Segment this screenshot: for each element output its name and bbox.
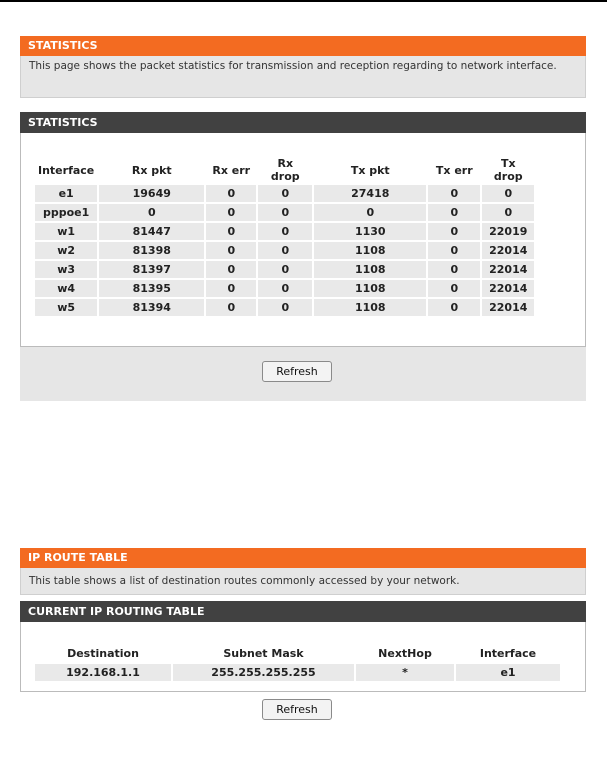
route-button-area (20, 692, 586, 730)
statistics-column-header: Tx err (435, 163, 473, 177)
route-cell: * (356, 664, 454, 681)
statistics-column-header: Rx pkt (131, 163, 172, 177)
route-table (33, 642, 562, 683)
statistics-cell: e1 (35, 185, 97, 202)
statistics-cell: 0 (206, 223, 256, 240)
statistics-cell: 0 (258, 299, 312, 316)
statistics-cell: 0 (258, 280, 312, 297)
route-column-header: Destination (67, 646, 139, 660)
statistics-cell: 0 (206, 185, 256, 202)
statistics-cell: 1108 (314, 261, 426, 278)
statistics-cell: 1108 (314, 280, 426, 297)
statistics-cell: 0 (482, 185, 534, 202)
statistics-cell: 81394 (99, 299, 204, 316)
statistics-cell: 1108 (314, 299, 426, 316)
statistics-cell: w4 (35, 280, 97, 297)
statistics-header: STATISTICS (20, 36, 586, 56)
statistics-cell: 19649 (99, 185, 204, 202)
statistics-table-header-row (35, 157, 534, 183)
statistics-cell: w1 (35, 223, 97, 240)
statistics-cell: 22014 (482, 299, 534, 316)
statistics-cell: 22014 (482, 261, 534, 278)
statistics-cell: 81398 (99, 242, 204, 259)
statistics-column-header: Rx drop (270, 157, 300, 183)
statistics-cell: 27418 (314, 185, 426, 202)
statistics-cell: 0 (206, 280, 256, 297)
route-column-header: Interface (479, 646, 537, 660)
route-cell: 255.255.255.255 (173, 664, 354, 681)
route-section (20, 548, 586, 730)
statistics-cell: 22014 (482, 280, 534, 297)
statistics-table-title: STATISTICS (20, 112, 586, 133)
table-row (35, 242, 534, 259)
statistics-column-header: Tx pkt (350, 163, 390, 177)
statistics-cell: 22014 (482, 242, 534, 259)
statistics-cell: 22019 (482, 223, 534, 240)
statistics-cell: 0 (428, 204, 480, 221)
top-border (0, 0, 607, 2)
statistics-cell: pppoe1 (35, 204, 97, 221)
statistics-cell: 0 (428, 280, 480, 297)
route-table-body (35, 664, 560, 681)
statistics-button-area (20, 347, 586, 401)
statistics-description: This page shows the packet statistics for transmission and reception regarding to network interface. (20, 56, 586, 98)
statistics-cell: 0 (206, 299, 256, 316)
route-table-title: CURRENT IP ROUTING TABLE (20, 601, 586, 622)
statistics-cell: 0 (428, 261, 480, 278)
statistics-cell: 0 (482, 204, 534, 221)
statistics-cell: 0 (258, 223, 312, 240)
statistics-cell: w2 (35, 242, 97, 259)
table-row (35, 261, 534, 278)
route-refresh-button[interactable]: Refresh (262, 699, 332, 720)
statistics-cell: 81447 (99, 223, 204, 240)
route-cell: e1 (456, 664, 560, 681)
statistics-cell: 0 (258, 185, 312, 202)
route-table-box (20, 622, 586, 692)
statistics-cell: 0 (428, 242, 480, 259)
statistics-cell: 0 (428, 185, 480, 202)
statistics-cell: 0 (206, 261, 256, 278)
statistics-table (33, 155, 536, 318)
statistics-cell: 0 (258, 261, 312, 278)
statistics-cell: 0 (258, 204, 312, 221)
statistics-column-header: Tx drop (493, 157, 523, 183)
statistics-cell: 1130 (314, 223, 426, 240)
statistics-cell: 0 (428, 223, 480, 240)
table-row (35, 204, 534, 221)
route-column-header: Subnet Mask (223, 646, 304, 660)
route-cell: 192.168.1.1 (35, 664, 171, 681)
statistics-table-body (35, 185, 534, 316)
statistics-cell: 81397 (99, 261, 204, 278)
table-row (35, 185, 534, 202)
statistics-table-box (20, 133, 586, 347)
table-row (35, 280, 534, 297)
statistics-cell: w5 (35, 299, 97, 316)
statistics-cell: 0 (314, 204, 426, 221)
route-column-header: NextHop (378, 646, 432, 660)
statistics-cell: 1108 (314, 242, 426, 259)
statistics-cell: 0 (428, 299, 480, 316)
route-header: IP ROUTE TABLE (20, 548, 586, 568)
statistics-cell: 81395 (99, 280, 204, 297)
statistics-cell: 0 (258, 242, 312, 259)
route-table-header-row (35, 644, 560, 662)
table-row (35, 223, 534, 240)
table-row (35, 664, 560, 681)
statistics-column-header: Rx err (212, 163, 251, 177)
statistics-section (20, 36, 586, 401)
statistics-refresh-button[interactable]: Refresh (262, 361, 332, 382)
statistics-cell: 0 (206, 204, 256, 221)
table-row (35, 299, 534, 316)
statistics-cell: w3 (35, 261, 97, 278)
statistics-column-header: Interface (38, 163, 95, 177)
statistics-cell: 0 (206, 242, 256, 259)
statistics-cell: 0 (99, 204, 204, 221)
route-description: This table shows a list of destination routes commonly accessed by your network. (20, 568, 586, 595)
